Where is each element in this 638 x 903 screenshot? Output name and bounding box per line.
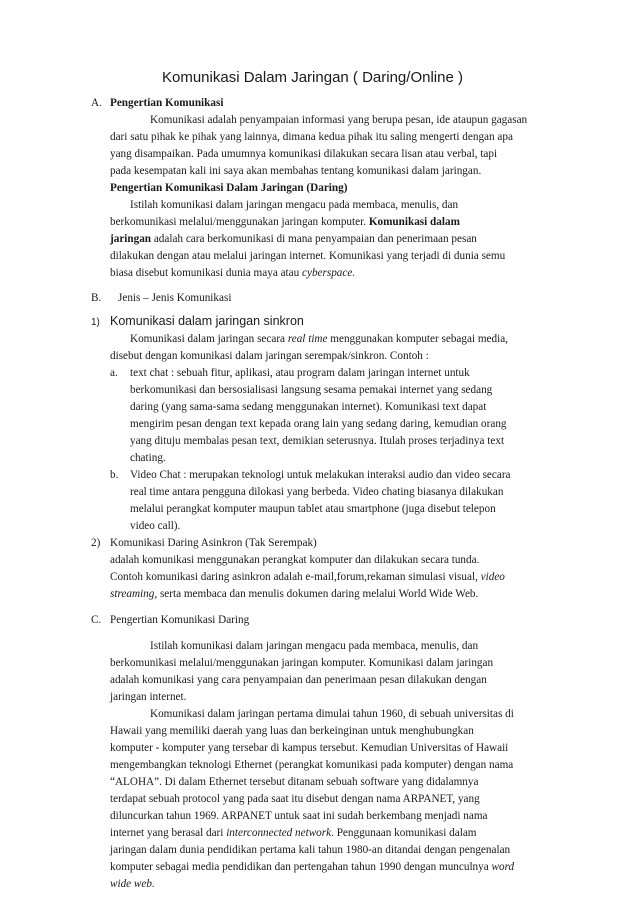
list-item-line: melalui perangkat komputer maupun tablet atau smartphone (juga disebut telepon xyxy=(130,503,496,515)
bold-run: jaringan xyxy=(110,233,152,245)
section-a-marker: A. xyxy=(91,97,102,109)
text-run: Komunikasi dalam jaringan secara xyxy=(130,333,286,345)
text-run: . Penggunaan komunikasi dalam xyxy=(331,827,477,839)
list-item-line: text chat : sebuah fitur, aplikasi, atau program dalam jaringan internet untuk xyxy=(130,367,470,379)
paragraph-line: diluncurkan tahun 1969. ARPANET untuk saat ini sudah berkembang menjadi nama xyxy=(110,810,488,822)
text-run: serta membaca dan menulis dokumen daring melalui World Wide Web. xyxy=(159,588,479,600)
text-run: berkomunikasi melalui/menggunakan jaringan komputer. xyxy=(110,216,367,228)
text-run: biasa disebut komunikasi dunia maya atau xyxy=(110,267,300,279)
paragraph-line: disebut dengan komunikasi dalam jaringan serempak/sinkron. Contoh : xyxy=(110,350,429,362)
paragraph-line: Komunikasi dalam jaringan pertama dimulai tahun 1960, di sebuah universitas di xyxy=(150,708,514,720)
item-2-heading: Komunikasi Daring Asinkron (Tak Serempak) xyxy=(110,537,317,549)
paragraph-line: komputer - komputer yang tersebar di kampus tersebut. Kemudian Universitas of Hawaii xyxy=(110,742,509,754)
list-item-line: video call). xyxy=(130,520,181,532)
italic-run: interconnected network xyxy=(226,827,332,839)
list-item-line: mengirim pesan dengan text kepada orang lain yang sedang daring, kemudian orang xyxy=(130,418,507,430)
list-item-line: yang dituju membalas pesan text, demikian seterusnya. Itulah proses terjadinya text xyxy=(130,435,505,447)
paragraph-line: jaringan dalam dunia pendidikan pertama kali tahun 1980-an ditandai dengan pengenalan xyxy=(110,844,511,856)
italic-run: video xyxy=(480,571,505,583)
paragraph-line: Istilah komunikasi dalam jaringan mengacu pada membaca, menulis, dan xyxy=(150,640,479,652)
bold-run: Komunikasi dalam xyxy=(368,216,460,228)
paragraph-line xyxy=(110,216,460,228)
text-run: internet yang berasal dari xyxy=(110,827,224,839)
paragraph-line: berkomunikasi melalui/menggunakan jaringan komputer. Komunikasi dalam jaringan xyxy=(110,657,494,669)
section-c-heading: Pengertian Komunikasi Daring xyxy=(110,614,250,626)
paragraph-line xyxy=(110,571,505,583)
paragraph-line xyxy=(110,827,477,839)
text-run: adalah cara berkomunikasi di mana penyampaian dan penerimaan pesan xyxy=(153,233,477,245)
list-item-line: berkomunikasi dan bersosialisasi langsung sesama pemakai internet yang sedang xyxy=(130,384,493,396)
list-item-line: Video Chat : merupakan teknologi untuk melakukan interaksi audio dan video secara xyxy=(130,469,511,481)
paragraph-line: Komunikasi adalah penyampaian informasi yang berupa pesan, ide ataupun gagasan xyxy=(150,114,528,126)
section-b-marker: B. xyxy=(91,292,102,304)
paragraph-line: wide web. xyxy=(110,878,155,890)
item-1-heading: Komunikasi dalam jaringan sinkron xyxy=(110,314,304,328)
section-a-heading: Pengertian Komunikasi xyxy=(110,97,224,109)
paragraph-line xyxy=(130,333,508,345)
text-run: menggunakan komputer sebagai media, xyxy=(330,333,508,345)
paragraph-line: Istilah komunikasi dalam jaringan mengacu pada membaca, menulis, dan xyxy=(130,199,459,211)
paragraph-line: dilakukan dengan atau melalui jaringan internet. Komunikasi yang terjadi di dunia semu xyxy=(110,250,506,262)
paragraph-line: jaringan internet. xyxy=(110,691,187,703)
list-marker-b: b. xyxy=(110,469,119,481)
italic-run: streaming, xyxy=(110,588,158,600)
paragraph-line: terdapat sebuah protocol yang pada saat itu disebut dengan nama ARPANET, yang xyxy=(110,793,480,805)
item-2-marker: 2) xyxy=(91,537,101,549)
list-marker-a: a. xyxy=(110,367,118,379)
paragraph-line xyxy=(110,233,477,245)
paragraph-line: adalah komunikasi yang cara penyampaian dan penerimaan pesan dilakukan dengan xyxy=(110,674,487,686)
paragraph-line xyxy=(110,861,514,873)
paragraph-line: dari satu pihak ke pihak yang lainnya, dimana kedua pihak itu saling mengerti dengan apa xyxy=(110,131,513,143)
list-item-line: real time antara pengguna dilokasi yang berbeda. Video chating biasanya dilakukan xyxy=(130,486,504,498)
page-title: Komunikasi Dalam Jaringan ( Daring/Online ) xyxy=(162,69,463,86)
list-item-line: daring (yang sama-sama sedang menggunakan internet). Komunikasi text dapat xyxy=(130,401,487,413)
paragraph-line: mengembangkan teknologi Ethernet (perangkat komunikasi pada komputer) dengan nama xyxy=(110,759,514,771)
paragraph-line: yang disampaikan. Pada umumnya komunikasi dilakukan secara lisan atau verbal, tapi xyxy=(110,148,498,160)
text-run: Contoh komunikasi daring asinkron adalah e-mail,forum,rekaman simulasi visual, xyxy=(110,571,478,583)
paragraph-line xyxy=(110,588,478,600)
paragraph-line xyxy=(110,267,355,279)
text-run: komputer sebagai media pendidikan dan pertengahan tahun 1990 dengan munculnya xyxy=(110,861,489,873)
paragraph-line: adalah komunikasi menggunakan perangkat komputer dan dilakukan secara tunda. xyxy=(110,554,480,566)
section-b-heading: Jenis – Jenis Komunikasi xyxy=(118,292,232,304)
italic-run: real time xyxy=(287,333,328,345)
section-c-marker: C. xyxy=(91,614,102,626)
italic-run: word xyxy=(491,861,515,873)
paragraph-line: “ALOHA”. Di dalam Ethernet tersebut ditanam sebuah software yang didalamnya xyxy=(110,776,479,788)
paragraph-line: Hawaii yang memiliki daerah yang luas dan berkeinginan untuk menghubungkan xyxy=(110,725,474,737)
italic-run: cyberspace. xyxy=(302,267,356,279)
list-item-line: chating. xyxy=(130,452,166,464)
paragraph-line: pada kesempatan kali ini saya akan membahas tentang komunikasi dalam jaringan. xyxy=(110,165,482,177)
item-1-marker: 1) xyxy=(91,317,100,328)
subheading: Pengertian Komunikasi Dalam Jaringan (Daring) xyxy=(110,182,348,194)
